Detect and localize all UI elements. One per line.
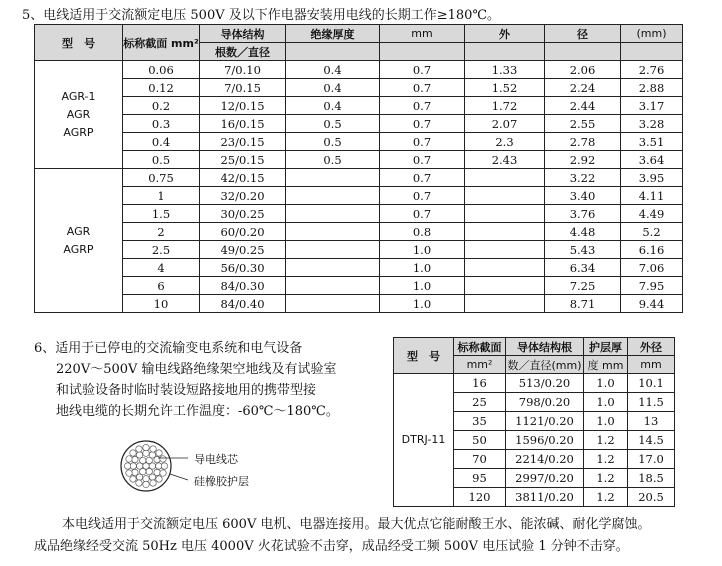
- cell-outer: [465, 277, 545, 295]
- cell-d2: 6.16: [621, 241, 683, 259]
- cell-mm: 0.7: [380, 79, 465, 97]
- footer-line2: 成品绝缘经受交流 50Hz 电压 4000V 火花试验不击穿，成品经受工频 500V 电压试验 1 分钟不击穿。: [34, 539, 629, 554]
- table-row: [35, 151, 683, 169]
- cell-mm: 1.0: [380, 241, 465, 259]
- cell-sheath: 1.0: [584, 412, 628, 431]
- strand-icon: [160, 470, 166, 476]
- model-name: AGRP: [63, 125, 94, 139]
- cell-d2: 2.88: [621, 79, 683, 97]
- t2-header-outer: 外径: [628, 338, 675, 356]
- cell-outer: 11.5: [628, 393, 675, 412]
- cell-area: 0.5: [123, 151, 200, 169]
- cell-d2: 4.11: [621, 187, 683, 205]
- cell-mm: 1.0: [380, 295, 465, 313]
- cell-struct: 30/0.25: [200, 205, 286, 223]
- cell-d1: 2.06: [545, 61, 621, 79]
- strand-icon: [161, 463, 167, 469]
- cell-outer: [465, 187, 545, 205]
- cell-d1: 6.34: [545, 259, 621, 277]
- strand-icon: [130, 476, 136, 482]
- cell-struct: 42/0.15: [200, 169, 286, 187]
- cell-d2: 3.17: [621, 97, 683, 115]
- cell-mm: 0.7: [380, 61, 465, 79]
- footer-line1: 本电线适用于交流额定电压 600V 电机、电器连接用。最大优点它能耐酸王水、能浓碱、耐化学腐蚀。: [62, 517, 651, 532]
- cell-area: 0.75: [123, 169, 200, 187]
- t2-header-sheath: 护层厚: [584, 338, 628, 356]
- cell-d2: 3.95: [621, 169, 683, 187]
- cell-area: 0.4: [123, 133, 200, 151]
- header-model: 型 号: [35, 25, 123, 61]
- cell-struct: 56/0.30: [200, 259, 286, 277]
- t2-header-area: 标称截面: [454, 338, 506, 356]
- wire-spec-table: [34, 24, 683, 313]
- strand-icon: [124, 463, 130, 469]
- header-diameter: 径: [545, 25, 621, 43]
- cell-ins: [286, 241, 380, 259]
- cell-d1: 5.43: [545, 241, 621, 259]
- cell-d2: 7.95: [621, 277, 683, 295]
- section6-line4: 地线电缆的长期允许工作温度：-60℃～180℃。: [56, 404, 339, 419]
- header-structure-sub: 根数／直径: [200, 43, 286, 61]
- cell-struct: 513/0.20: [506, 374, 584, 393]
- cell-ins: [286, 259, 380, 277]
- cell-outer: 1.72: [465, 97, 545, 115]
- cell-ins: [286, 223, 380, 241]
- cell-struct: 32/0.20: [200, 187, 286, 205]
- cell-d1: 4.48: [545, 223, 621, 241]
- model-name: AGRP: [63, 242, 94, 256]
- cell-outer: 13: [628, 412, 675, 431]
- cell-area: 120: [454, 488, 506, 507]
- header-mm: mm: [380, 25, 465, 43]
- cell-outer: 20.5: [628, 488, 675, 507]
- cell-mm: 0.7: [380, 187, 465, 205]
- cell-sheath: 1.2: [584, 488, 628, 507]
- cell-area: 95: [454, 469, 506, 488]
- strand-icon: [132, 469, 138, 475]
- cell-d2: 3.28: [621, 115, 683, 133]
- cell-area: 0.2: [123, 97, 200, 115]
- cell-outer: 1.33: [465, 61, 545, 79]
- cell-d1: 3.22: [545, 169, 621, 187]
- cell-d1: 3.76: [545, 205, 621, 223]
- header-area: 标称截面 mm²: [123, 25, 200, 61]
- strand-icon: [154, 456, 160, 462]
- cell-sheath: 1.0: [584, 393, 628, 412]
- cell-area: 2: [123, 223, 200, 241]
- cell-struct: 7/0.10: [200, 61, 286, 79]
- cell-d2: 9.44: [621, 295, 683, 313]
- cell-struct: 84/0.30: [200, 277, 286, 295]
- cell-area: 2.5: [123, 241, 200, 259]
- cell-outer: [465, 169, 545, 187]
- cell-area: 1: [123, 187, 200, 205]
- cell-ins: 0.4: [286, 79, 380, 97]
- cell-outer: 1.52: [465, 79, 545, 97]
- cell-mm: 0.7: [380, 97, 465, 115]
- model-name: AGR-1: [61, 89, 96, 103]
- dtrj-model: DTRJ-11: [394, 374, 454, 507]
- cell-struct: 16/0.15: [200, 115, 286, 133]
- cell-outer: 18.5: [628, 469, 675, 488]
- cell-mm: 1.0: [380, 277, 465, 295]
- cell-mm: 0.7: [380, 151, 465, 169]
- t2-header-struct: 导体结构根: [506, 338, 584, 356]
- cell-struct: 25/0.15: [200, 151, 286, 169]
- cell-struct: 7/0.15: [200, 79, 286, 97]
- model-name: AGR: [66, 224, 91, 238]
- label-sheath: 硅橡胶护层: [194, 475, 249, 488]
- cell-struct: 3811/0.20: [506, 488, 584, 507]
- cell-struct: 1596/0.20: [506, 431, 584, 450]
- table-row: [35, 61, 683, 79]
- cell-area: 0.06: [123, 61, 200, 79]
- cell-d1: 2.92: [545, 151, 621, 169]
- table-row: [35, 115, 683, 133]
- strand-icon: [150, 446, 156, 452]
- cell-outer: 2.3: [465, 133, 545, 151]
- section6-line2: 220V～500V 输电线路绝缘架空地线及有试验室: [56, 362, 337, 377]
- header-structure: 导体结构: [200, 25, 286, 43]
- cell-outer: [465, 241, 545, 259]
- table-row: [35, 277, 683, 295]
- section6-line3: 和试验设备时临时装设短路接地用的携带型接: [56, 383, 317, 398]
- cell-ins: 0.5: [286, 115, 380, 133]
- strand-icon: [126, 456, 132, 462]
- cell-sheath: 1.2: [584, 431, 628, 450]
- cell-d2: 7.06: [621, 259, 683, 277]
- cell-sheath: 1.2: [584, 450, 628, 469]
- cell-area: 25: [454, 393, 506, 412]
- strand-icon: [136, 452, 142, 458]
- t2-header-struct-unit: 数／直径(mm): [506, 356, 584, 374]
- cell-struct: 798/0.20: [506, 393, 584, 412]
- table-row: [35, 295, 683, 313]
- header-insulation: 绝缘厚度: [286, 25, 380, 43]
- t2-header-outer-unit: mm: [628, 356, 675, 374]
- header-outer: 外: [465, 25, 545, 43]
- cell-area: 1.5: [123, 205, 200, 223]
- cell-area: 16: [454, 374, 506, 393]
- model-name: AGR: [66, 107, 91, 121]
- strand-icon: [130, 450, 136, 456]
- cell-ins: [286, 277, 380, 295]
- table-row: [394, 374, 675, 393]
- cell-ins: 0.5: [286, 133, 380, 151]
- strand-icon: [150, 480, 156, 486]
- cell-ins: 0.4: [286, 97, 380, 115]
- cell-mm: 0.7: [380, 169, 465, 187]
- cell-struct: 84/0.40: [200, 295, 286, 313]
- cell-d1: 2.55: [545, 115, 621, 133]
- cell-d1: 8.71: [545, 295, 621, 313]
- strand-icon: [143, 481, 149, 487]
- strand-icon: [149, 474, 155, 480]
- cell-area: 35: [454, 412, 506, 431]
- cell-d2: 2.76: [621, 61, 683, 79]
- cell-ins: [286, 205, 380, 223]
- strand-icon: [156, 476, 162, 482]
- section6-line1: 6、适用于已停电的交流输变电系统和电气设备: [34, 341, 303, 356]
- strand-icon: [126, 470, 132, 476]
- table-row: [35, 241, 683, 259]
- cell-area: 0.12: [123, 79, 200, 97]
- table-row: [35, 205, 683, 223]
- cell-d2: 3.64: [621, 151, 683, 169]
- section5-heading: 5、电线适用于交流额定电压 500V 及以下作电器安装用电线的长期工作≥180℃。: [22, 8, 500, 23]
- table-row: [35, 187, 683, 205]
- cell-d1: 7.25: [545, 277, 621, 295]
- cell-outer: 2.07: [465, 115, 545, 133]
- cell-outer: [465, 259, 545, 277]
- cell-area: 10: [123, 295, 200, 313]
- cell-d1: 2.44: [545, 97, 621, 115]
- strand-icon: [156, 450, 162, 456]
- cell-outer: 14.5: [628, 431, 675, 450]
- cell-outer: [465, 205, 545, 223]
- t2-header-model: 型 号: [394, 338, 454, 374]
- cell-struct: 60/0.20: [200, 223, 286, 241]
- cell-ins: [286, 187, 380, 205]
- cell-d1: 2.24: [545, 79, 621, 97]
- table-row: [35, 259, 683, 277]
- label-conductor: 导电线芯: [194, 453, 238, 466]
- strand-icon: [160, 456, 166, 462]
- cell-area: 6: [123, 277, 200, 295]
- cell-mm: 0.7: [380, 133, 465, 151]
- cell-area: 4: [123, 259, 200, 277]
- cell-struct: 49/0.25: [200, 241, 286, 259]
- t2-header-area-unit: mm²: [454, 356, 506, 374]
- table-row: [35, 133, 683, 151]
- cell-outer: 10.1: [628, 374, 675, 393]
- cell-d2: 4.49: [621, 205, 683, 223]
- header-mm-paren: (mm): [621, 25, 683, 43]
- cell-mm: 0.8: [380, 223, 465, 241]
- cell-struct: 23/0.15: [200, 133, 286, 151]
- cell-mm: 0.7: [380, 115, 465, 133]
- cell-area: 50: [454, 431, 506, 450]
- cell-d1: 2.78: [545, 133, 621, 151]
- cell-mm: 1.0: [380, 259, 465, 277]
- cell-d1: 3.40: [545, 187, 621, 205]
- cell-struct: 2214/0.20: [506, 450, 584, 469]
- cell-outer: [465, 223, 545, 241]
- cell-mm: 0.7: [380, 205, 465, 223]
- section6-text: [34, 338, 384, 422]
- table-row: [35, 97, 683, 115]
- table-row: [35, 79, 683, 97]
- cell-area: 0.3: [123, 115, 200, 133]
- dtrj-spec-table: [393, 337, 675, 507]
- cell-ins: 0.4: [286, 61, 380, 79]
- strand-icon: [136, 446, 142, 452]
- cell-ins: [286, 295, 380, 313]
- cell-outer: [465, 295, 545, 313]
- table-row: [35, 169, 683, 187]
- t2-header-sheath-unit: 度 mm: [584, 356, 628, 374]
- cell-sheath: 1.0: [584, 374, 628, 393]
- cell-area: 70: [454, 450, 506, 469]
- cell-struct: 12/0.15: [200, 97, 286, 115]
- cell-outer: 17.0: [628, 450, 675, 469]
- footer-notes: [34, 514, 650, 558]
- cell-ins: 0.5: [286, 151, 380, 169]
- cell-d2: 5.2: [621, 223, 683, 241]
- cell-d2: 3.51: [621, 133, 683, 151]
- model-group-2: [35, 169, 123, 313]
- cell-ins: [286, 169, 380, 187]
- cell-struct: 1121/0.20: [506, 412, 584, 431]
- cell-outer: 2.43: [465, 151, 545, 169]
- table-row: [35, 223, 683, 241]
- cell-sheath: 1.2: [584, 469, 628, 488]
- strand-icon: [143, 444, 149, 450]
- model-group-1: [35, 61, 123, 169]
- cable-cross-section-diagram: [118, 436, 318, 496]
- strand-icon: [136, 480, 142, 486]
- cell-struct: 2997/0.20: [506, 469, 584, 488]
